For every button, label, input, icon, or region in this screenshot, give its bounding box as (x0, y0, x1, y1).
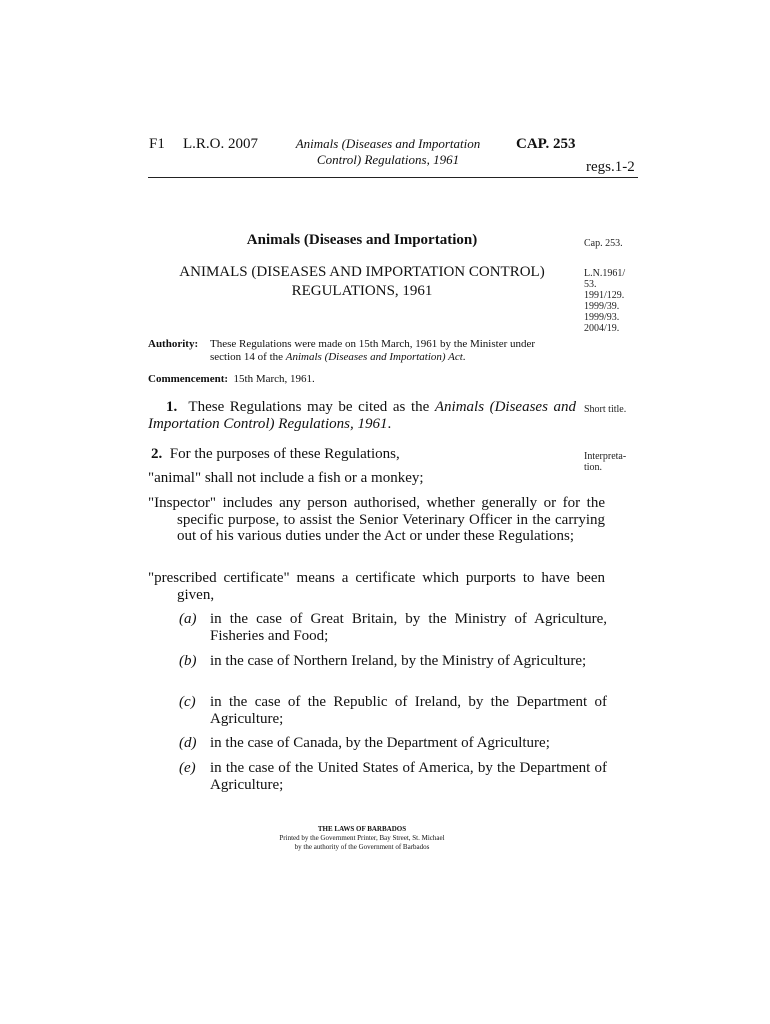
sub-item-text: in the case of Northern Ireland, by the Ministry of Agriculture; (210, 653, 587, 669)
header-rule (148, 177, 638, 178)
sub-item-text: in the case of Great Britain, by the Ministry of Agriculture, Fisheries and Food; (210, 611, 607, 644)
commencement-label: Commencement: (148, 373, 229, 385)
chapter-number: CAP. 253 (516, 136, 576, 152)
margin-note-legal-notices (584, 268, 644, 334)
sub-item-label: (b) (179, 653, 197, 669)
lro-year: L.R.O. 2007 (183, 136, 258, 152)
legal-notice: 1999/93. (584, 312, 620, 323)
running-title-line1: Animals (Diseases and Importation (295, 136, 481, 151)
legal-notice: 53. (584, 279, 597, 290)
sub-item-text: in the case of the United States of America, by the Department of Agriculture; (210, 760, 607, 793)
legal-notice: 1999/39. (584, 301, 620, 312)
authority-label: Authority: (148, 338, 199, 350)
commencement (148, 373, 315, 386)
sub-item-text: in the case of Canada, by the Department of Agriculture; (210, 735, 550, 751)
sub-item-label: (c) (179, 694, 196, 710)
legal-notice: 2004/19. (584, 323, 620, 334)
legal-notice: 1991/129. (584, 290, 625, 301)
margin-note-interpretation-line2: tion. (584, 462, 603, 473)
regulations-title (148, 263, 576, 301)
footer-authority: by the authority of the Government of Barbados (294, 843, 430, 851)
sub-item-a (179, 611, 607, 644)
citation-title: Animals (Diseases and Importation Control) Regulations, 1961 (148, 399, 576, 432)
sub-item-d (179, 735, 607, 752)
definition-prescribed-certificate: "prescribed certificate" means a certificate which purports to have been given, (148, 570, 605, 603)
section-2-number: 2. (151, 446, 163, 462)
section-2: 2. For the purposes of these Regulations, (151, 446, 400, 462)
sub-item-label: (a) (179, 611, 197, 627)
page-footer (148, 825, 576, 852)
sub-item-e (179, 760, 607, 793)
sub-item-c (179, 694, 607, 727)
margin-note-cap: Cap. 253. (584, 238, 623, 249)
margin-note-interpretation-line1: Interpreta- (584, 451, 627, 462)
running-title (262, 136, 514, 168)
sub-item-b (179, 653, 607, 670)
sub-item-label: (e) (179, 760, 196, 776)
footer-title: THE LAWS OF BARBADOS (317, 825, 407, 833)
regulations-title-line1: ANIMALS (DISEASES AND IMPORTATION CONTROL) (179, 264, 545, 280)
regulation-range: regs.1-2 (586, 159, 635, 175)
legal-notice: L.N.1961/ (584, 268, 626, 279)
authority-line2: section 14 of the Animals (Diseases and Importation) Act. (210, 351, 466, 363)
section-1: 1. These Regulations may be cited as the Animals (Diseases and Importation Control) Regulations, 1961. (148, 399, 576, 432)
running-title-line2: Control) Regulations, 1961 (316, 152, 460, 167)
sub-item-text: in the case of the Republic of Ireland, by the Department of Agriculture; (210, 694, 607, 727)
margin-note-short-title: Short title. (584, 404, 627, 415)
section-1-number: 1. (166, 399, 178, 415)
act-heading: Animals (Diseases and Importation) (246, 232, 478, 248)
authority-act-name: Animals (Diseases and Importation) Act (285, 351, 463, 363)
definition-inspector: "Inspector" includes any person authorised, whether generally or for the specific purpose, to assist the Senior Veterinary Officer in the carrying out of his various duties under the Act or under these Regulations; (148, 495, 605, 544)
footer-printer: Printed by the Government Printer, Bay Street, St. Michael (279, 834, 445, 842)
regulations-title-line2: REGULATIONS, 1961 (291, 283, 433, 299)
margin-note-interpretation (584, 451, 644, 473)
commencement-date: 15th March, 1961. (233, 373, 315, 385)
authority-text (210, 338, 576, 364)
sub-item-label: (d) (179, 735, 197, 751)
authority-line1: These Regulations were made on 15th March, 1961 by the Minister under (210, 338, 536, 350)
definition-animal: "animal" shall not include a fish or a monkey; (148, 470, 424, 486)
page-number: F1 (149, 136, 165, 152)
